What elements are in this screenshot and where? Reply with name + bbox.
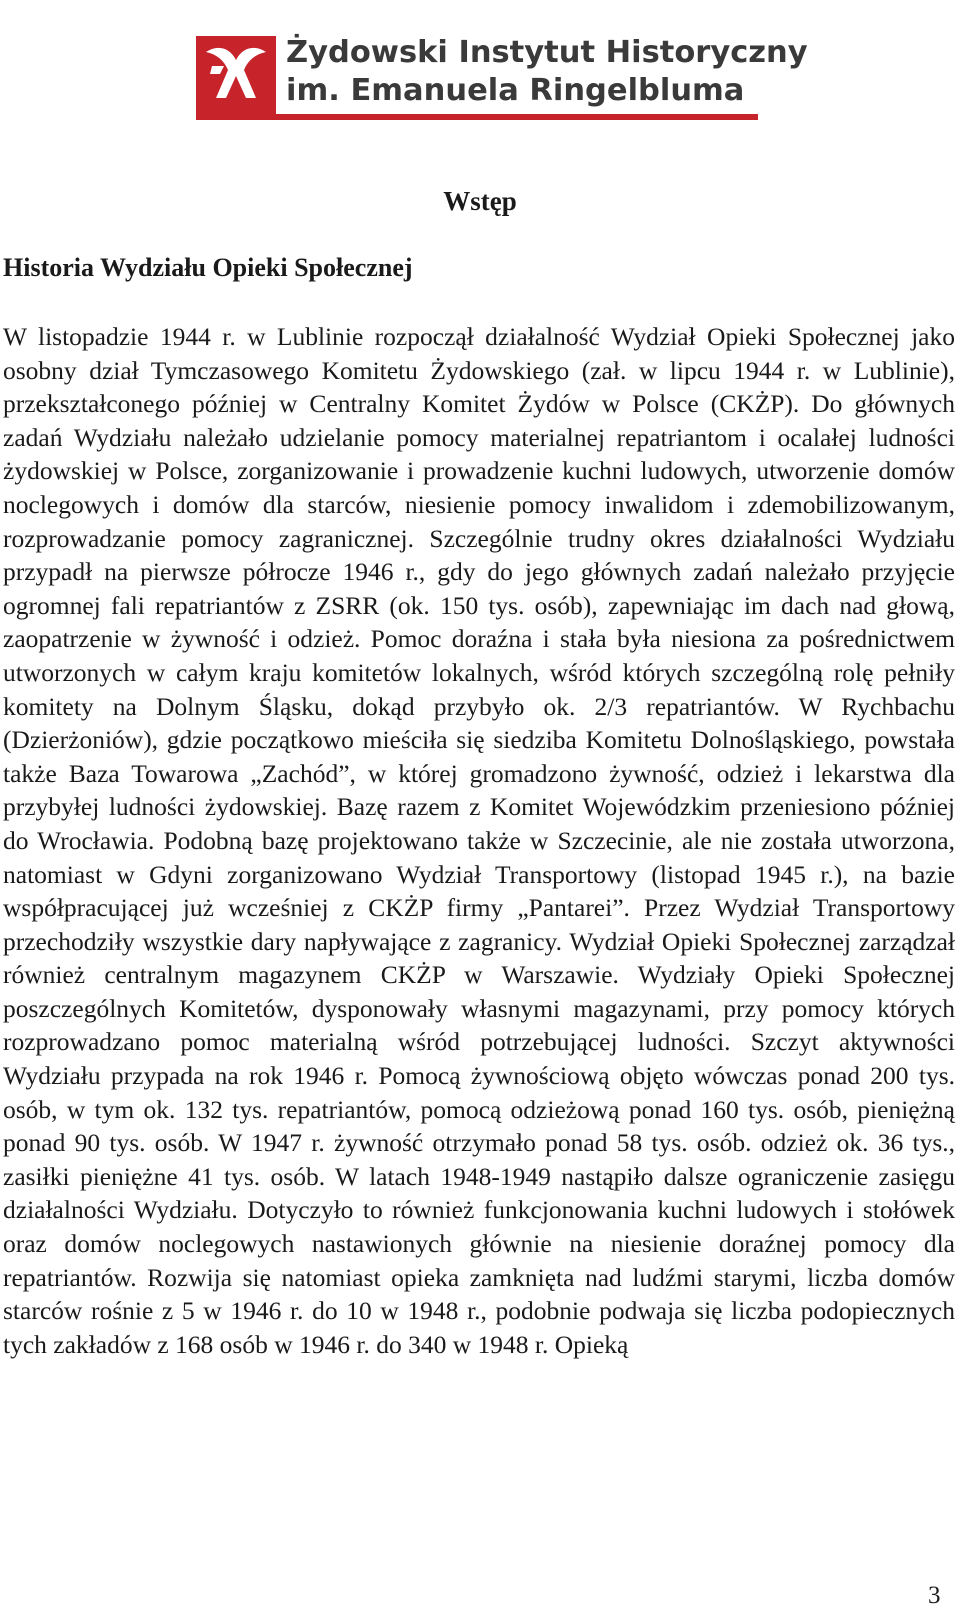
page-number: 3 [928,1582,941,1609]
body-paragraph: W listopadzie 1944 r. w Lublinie rozpoczął działalność Wydział Opieki Społecznej jako osobny dział Tymczasowego Komitetu Żydowskiego (zał. w lipcu 1944 r. w Lublinie), przekształconego później w Centralny Komitet Żydów w Polsce (CKŻP). Do głównych zadań Wydziału należało udzielanie pomocy materialnej repatriantom i ocalałej ludności żydowskiej w Polsce, zorganizowanie i prowadzenie kuchni ludowych, utworzenie domów noclegowych i domów dla starców, niesienie pomocy inwalidom i zdemobilizowanym, rozprowadzanie pomocy zagranicznej. Szczególnie trudny okres działalności Wydziału przypadł na pierwsze półrocze 1946 r., gdy do jego głównych zadań należało przyjęcie ogromnej fali repatriantów z ZSRR (ok. 150 tys. osób), zapewniając im dach nad głową, zaopatrzenie w żywność i odzież. Pomoc doraźna i stała była niesiona za pośrednictwem utworzonych w całym kraju komitetów lokalnych, wśród których szczególną rolę pełniły komitety na Dolnym Śląsku, dokąd przybyło ok. 2/3 repatriantów. W Rychbachu (Dzierżoniów), gdzie początkowo mieściła się siedziba Komitetu Dolnośląskiego, powstała także Baza Towarowa „Zachód”, w której gromadzono żywność, odzież i lekarstwa dla przybyłej ludności żydowskiej. Bazę razem z Komitet Wojewódzkim przeniesiono później do Wrocławia. Podobną bazę projektowano także w Szczecinie, ale nie została utworzona, natomiast w Gdyni zorganizowano Wydział Transportowy (listopad 1945 r.), na bazie współpracującej już wcześniej z CKŻP firmy „Pantarei”. Przez Wydział Transportowy przechodziły wszystkie dary napływające z zagranicy. Wydział Opieki Społecznej zarządzał również centralnym magazynem CKŻP w Warszawie. Wydziały Opieki Społecznej poszczególnych Komitetów, dysponowały własnymi magazynami, przy pomocy których rozprowadzano pomoc materialną wśród potrzebującej ludności. Szczyt aktywności Wydziału przypada na rok 1946 r. Pomocą żywnościową objęto wówczas ponad 200 tys. osób, w tym ok. 132 tys. repatriantów, pomocą odzieżową ponad 160 tys. osób, pieniężną ponad 90 tys. osób. W 1947 r. żywność otrzymało ponad 58 tys. osób. odzież ok. 36 tys., zasiłki pieniężne 41 tys. osób. W latach 1948-1949 nastąpiło dalsze ograniczenie zasięgu działalności Wydziału. Dotyczyło to również funkcjonowania kuchni ludowych i stołówek oraz domów noclegowych nastawionych głównie na niesienie doraźnej pomocy dla repatriantów. Rozwija się natomiast opieka zamknięta nad ludźmi starymi, liczba domów starców rośnie z 5 w 1946 r. do 10 w 1948 r., podobnie podwaja się liczba podopiecznych tych zakładów z 168 osób w 1946 r. do 340 w 1948 r. Opieką [3,322,955,1359]
section-title: Historia Wydziału Opieki Społecznej [3,253,413,282]
institute-name [286,34,808,110]
institute-header [196,34,808,120]
institute-name-line2: im. Emanuela Ringelbluma [286,73,745,108]
zih-logo-icon [196,36,276,116]
page-title: Wstęp [443,186,517,216]
institute-name-line1: Żydowski Instytut Historyczny [286,35,808,70]
header-underline [196,114,758,120]
